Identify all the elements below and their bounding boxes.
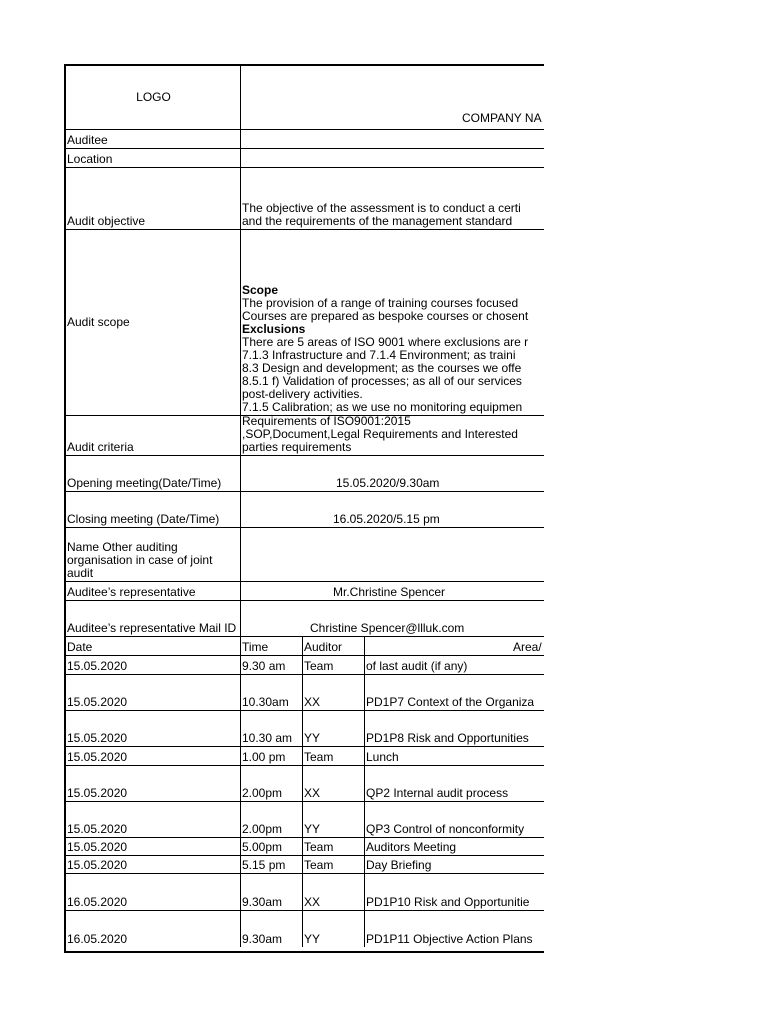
criteria-line: ,SOP,Document,Legal Requirements and Interested	[242, 427, 518, 441]
schedule-row	[66, 838, 544, 856]
representative-mail-row	[66, 601, 544, 637]
schedule-time: 10.30am	[241, 675, 303, 710]
schedule-auditor: YY	[303, 711, 365, 746]
schedule-date: 16.05.2020	[66, 911, 241, 947]
other-organisation-row	[66, 528, 544, 582]
opening-meeting-label: Opening meeting(Date/Time)	[66, 456, 241, 491]
schedule-row	[66, 656, 544, 675]
schedule-auditor: YY	[303, 802, 365, 837]
representative-value: Mr.Christine Spencer	[333, 585, 446, 599]
criteria-line: Requirements of ISO9001:2015	[242, 416, 411, 428]
schedule-date: 15.05.2020	[66, 747, 241, 765]
schedule-time: 9.30am	[241, 874, 303, 910]
schedule-row	[66, 675, 544, 711]
schedule-area: PD1P10 Risk and Opportunitie	[366, 895, 530, 909]
schedule-date: 15.05.2020	[66, 802, 241, 837]
schedule-time: 10.30 am	[241, 711, 303, 746]
location-row	[66, 149, 544, 168]
header-row	[66, 66, 544, 130]
schedule-area: PD1P11 Objective Action Plans	[366, 932, 533, 946]
schedule-area: PD1P7 Context of the Organiza	[366, 695, 535, 709]
schedule-auditor: Team	[303, 747, 365, 765]
schedule-date: 15.05.2020	[66, 766, 241, 801]
schedule-header-area: Area/	[513, 640, 542, 654]
representative-label: Auditee’s representative	[66, 582, 241, 600]
schedule-time: 2.00pm	[241, 802, 303, 837]
schedule-header-time: Time	[241, 637, 303, 655]
schedule-date: 15.05.2020	[66, 675, 241, 710]
schedule-auditor: Team	[303, 838, 365, 855]
schedule-auditor: Team	[303, 856, 365, 873]
scope-line: The provision of a range of training courses focused	[242, 296, 519, 310]
scope-row	[66, 230, 544, 416]
schedule-header-row	[66, 637, 544, 656]
closing-meeting-value: 16.05.2020/5.15 pm	[333, 512, 440, 526]
auditee-label: Auditee	[66, 130, 241, 148]
schedule-auditor: Team	[303, 656, 365, 674]
exclusions-line: post-delivery activities.	[242, 387, 363, 401]
exclusions-line: 7.1.5 Calibration; as we use no monitoring equipmen	[242, 400, 523, 414]
objective-row	[66, 168, 544, 230]
schedule-time: 2.00pm	[241, 766, 303, 801]
auditee-value[interactable]	[241, 130, 544, 148]
schedule-time: 5.00pm	[241, 838, 303, 855]
schedule-date: 15.05.2020	[66, 656, 241, 674]
logo-placeholder: LOGO	[136, 90, 171, 104]
audit-plan-sheet	[64, 64, 544, 953]
schedule-time: 5.15 pm	[241, 856, 303, 873]
closing-meeting-row	[66, 492, 544, 528]
other-organisation-label: Name Other auditing organisation in case of joint audit	[66, 528, 241, 581]
schedule-header-auditor: Auditor	[303, 637, 365, 655]
criteria-label: Audit criteria	[66, 416, 241, 455]
company-name: COMPANY NA	[462, 111, 542, 125]
schedule-area: Auditors Meeting	[366, 840, 457, 854]
schedule-time: 9.30 am	[241, 656, 303, 674]
schedule-auditor: XX	[303, 675, 365, 710]
location-label: Location	[66, 149, 241, 167]
scope-heading: Scope	[242, 283, 279, 297]
representative-mail-label: Auditee’s representative Mail ID	[66, 601, 241, 636]
schedule-header-date: Date	[66, 637, 241, 655]
schedule-date: 16.05.2020	[66, 874, 241, 910]
schedule-date: 15.05.2020	[66, 711, 241, 746]
schedule-row	[66, 711, 544, 747]
exclusions-line: 7.1.3 Infrastructure and 7.1.4 Environment; as traini	[242, 348, 516, 362]
criteria-line: parties requirements	[242, 440, 352, 454]
exclusions-line: 8.3 Design and development; as the courses we offe	[242, 361, 522, 375]
location-value[interactable]	[241, 149, 544, 167]
schedule-row	[66, 856, 544, 874]
exclusions-line: There are 5 areas of ISO 9001 where exclusions are r	[242, 335, 529, 349]
logo-cell	[66, 66, 241, 129]
schedule-row	[66, 874, 544, 911]
schedule-area: of last audit (if any)	[366, 659, 468, 673]
exclusions-line: 8.5.1 f) Validation of processes; as all of our services	[242, 374, 522, 388]
exclusions-heading: Exclusions	[242, 322, 306, 336]
objective-value	[241, 168, 544, 229]
opening-meeting-row	[66, 456, 544, 492]
schedule-auditor: XX	[303, 766, 365, 801]
schedule-area: Day Briefing	[366, 858, 432, 872]
schedule-auditor: XX	[303, 874, 365, 910]
schedule-area: QP3 Control of nonconformity	[366, 822, 525, 836]
objective-line: The objective of the assessment is to conduct a certi	[242, 201, 521, 215]
schedule-area: PD1P8 Risk and Opportunities	[366, 731, 529, 745]
objective-line: and the requirements of the management standard	[242, 214, 513, 228]
representative-row	[66, 582, 544, 601]
schedule-row	[66, 802, 544, 838]
schedule-row	[66, 747, 544, 766]
company-name-cell	[241, 66, 544, 129]
auditee-row	[66, 130, 544, 149]
scope-label: Audit scope	[66, 230, 241, 415]
representative-mail-value: Christine Spencer@llluk.com	[310, 621, 465, 635]
schedule-area: QP2 Internal audit process	[366, 786, 509, 800]
schedule-date: 15.05.2020	[66, 838, 241, 855]
schedule-time: 1.00 pm	[241, 747, 303, 765]
objective-label: Audit objective	[66, 168, 241, 229]
opening-meeting-value: 15.05.2020/9.30am	[336, 476, 440, 490]
scope-value	[241, 230, 544, 415]
schedule-row	[66, 766, 544, 802]
schedule-auditor: YY	[303, 911, 365, 947]
schedule-row	[66, 911, 544, 947]
schedule-date: 15.05.2020	[66, 856, 241, 873]
criteria-value	[241, 416, 544, 455]
schedule-time: 9.30am	[241, 911, 303, 947]
scope-line: Courses are prepared as bespoke courses or chosent	[242, 309, 529, 323]
schedule-area: Lunch	[366, 750, 399, 764]
closing-meeting-label: Closing meeting (Date/Time)	[66, 492, 241, 527]
criteria-row	[66, 416, 544, 456]
other-organisation-value[interactable]	[241, 528, 544, 581]
